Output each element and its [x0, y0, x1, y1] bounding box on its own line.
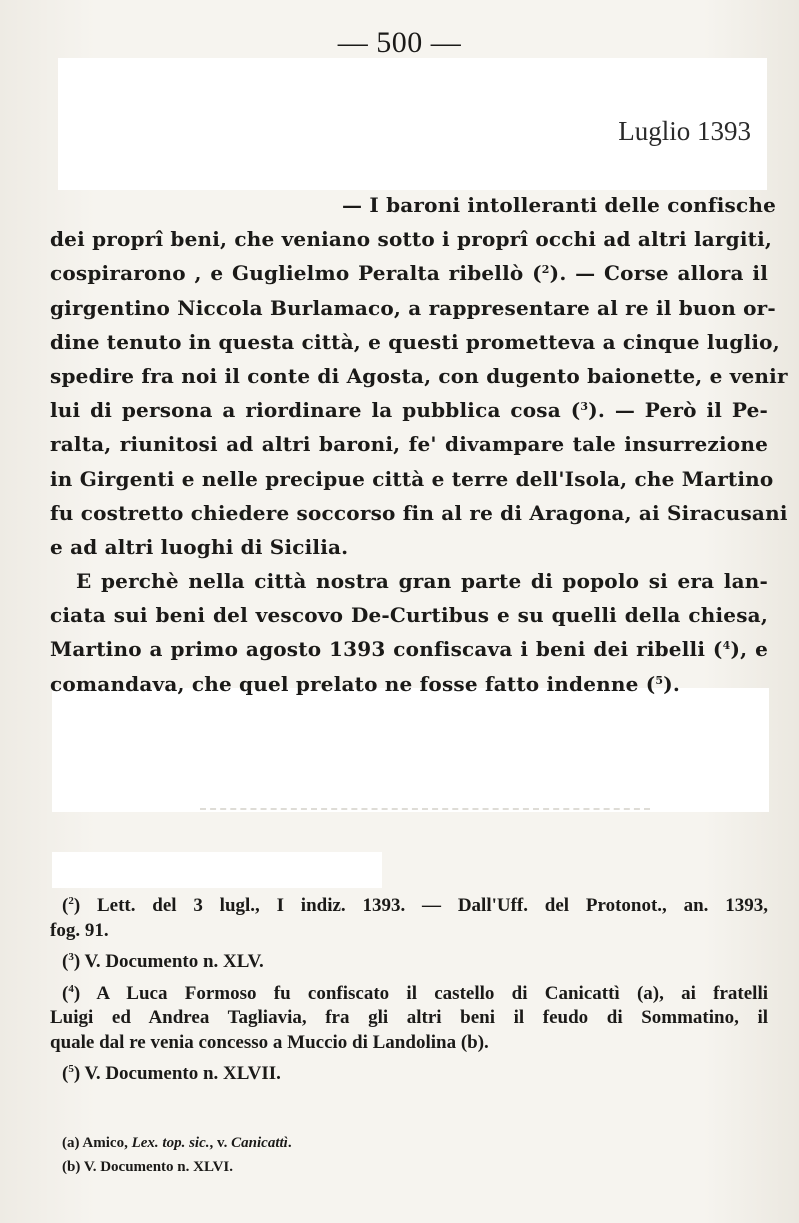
text-line: [50, 291, 776, 325]
footnote-line: [50, 982, 768, 1007]
text-segment: Martino a primo agosto 1393 confiscava i beni dei ribelli (: [50, 637, 723, 662]
text-segment: ) V. Documento n. XLV.: [73, 951, 264, 972]
footnote-line: [50, 894, 768, 919]
text-line: [50, 325, 780, 359]
text-segment: spedire fra noi il conte di Agosta, con dugento baionette, e venir: [50, 363, 788, 388]
text-segment: E perchè nella città nostra gran parte di popolo si era lan-: [76, 569, 768, 594]
text-line: [50, 222, 773, 256]
footnote-ref: 2: [541, 263, 550, 277]
text-segment: fu costretto chiedere soccorso fin al re di Aragona, ai Siracusani: [50, 500, 788, 525]
footnote-ref: 4: [722, 639, 731, 653]
text-segment: ) Lett. del 3 lugl., I indiz. 1393. — Dall'Uff. del Protonot., an. 1393,: [73, 895, 768, 916]
sub-footnote-text: V. Documento n. XLVI.: [83, 1159, 234, 1175]
text-segment: quale dal re venia concesso a Muccio di Landolina (b).: [50, 1031, 489, 1053]
footnote-ref: 5: [68, 1063, 74, 1075]
footnote-line: [50, 1062, 768, 1087]
text-segment: (: [62, 895, 69, 916]
text-line: [50, 359, 788, 393]
text-segment: ). — Però il Pe-: [588, 398, 768, 423]
text-segment: comandava, che quel prelato ne fosse fatto indenne (: [50, 671, 656, 696]
text-line: [50, 393, 768, 427]
sub-footnote-label: (a): [62, 1135, 83, 1151]
text-line: [50, 462, 774, 496]
faint-rule: [200, 808, 650, 812]
text-line: [50, 598, 768, 632]
text-segment: fog. 91.: [50, 919, 109, 941]
text-line: [50, 188, 777, 222]
text-segment: ).: [663, 671, 681, 696]
text-segment: ) A Luca Formoso fu confiscato il castello di Canicattì (a), ai fratelli: [73, 982, 768, 1004]
text-segment: ciata sui beni del vescovo De-Curtibus e su quelli della chiesa,: [50, 603, 768, 628]
text-line: [50, 256, 768, 290]
text-segment: (: [62, 951, 69, 972]
footnote: [50, 894, 768, 943]
date-label: Luglio 1393: [618, 116, 751, 146]
sub-footnotes: [62, 1131, 562, 1179]
text-segment: in Girgenti e nelle precipue città e terre dell'Isola, che Martino: [50, 466, 774, 491]
text-line: [50, 496, 788, 530]
text-line: [50, 564, 768, 598]
footnote-ref: 2: [68, 895, 74, 907]
body-text: [50, 188, 788, 701]
footnote: [50, 982, 768, 1056]
masked-region-middle: [52, 688, 769, 812]
text-segment: — I baroni intolleranti delle confische: [342, 193, 777, 217]
text-segment: e ad altri luoghi di Sicilia.: [50, 534, 349, 559]
text-segment: dine tenuto in questa città, e questi prometteva a cinque luglio,: [50, 329, 780, 354]
sub-footnote-italic: Lex. top. sic.: [131, 1135, 210, 1151]
page-number: — 500 —: [337, 26, 462, 59]
footnote-ref: 3: [68, 951, 74, 963]
text-segment: dei proprî beni, che veniano sotto i proprî occhi ad altri largiti,: [50, 227, 773, 252]
text-segment: girgentino Niccola Burlamaco, a rappresentare al re il buon or-: [50, 295, 776, 320]
sub-footnote-after: , v.: [209, 1135, 232, 1151]
text-segment: Luigi ed Andrea Tagliavia, fra gli altri beni il feudo di Sommatino, il: [50, 1007, 768, 1028]
text-segment: ), e: [730, 637, 769, 662]
footnote-ref: 3: [580, 400, 589, 414]
text-segment: ralta, riunitosi ad altri baroni, fe' divampare tale insurrezione: [50, 432, 768, 457]
text-segment: lui di persona a riordinare la pubblica cosa (: [50, 398, 581, 423]
sub-footnote-label: (b): [62, 1159, 84, 1175]
sub-footnote-end: .: [287, 1135, 292, 1151]
sub-footnote: [62, 1155, 562, 1179]
footnote: [50, 1062, 768, 1087]
text-segment: ). — Corse allora il: [549, 261, 768, 286]
text-line: [50, 632, 768, 666]
footnotes: [50, 894, 768, 1087]
footnote-ref: 4: [68, 982, 74, 995]
text-segment: cospirarono , e Guglielmo Peralta ribellò (: [50, 261, 542, 286]
text-segment: (: [62, 1063, 69, 1084]
sub-footnote: [62, 1131, 562, 1155]
footnote-line: [50, 1031, 768, 1056]
sub-footnote-text: Amico,: [82, 1135, 132, 1151]
footnote: [50, 950, 768, 975]
footnote-line: [50, 919, 768, 944]
text-line: [50, 667, 768, 701]
text-line: [50, 427, 768, 461]
text-line: [50, 530, 768, 564]
text-segment: (: [62, 982, 69, 1004]
text-segment: ) V. Documento n. XLVII.: [73, 1063, 281, 1084]
footnote-line: [50, 950, 768, 975]
footnote-ref: 5: [655, 673, 664, 687]
footnote-line: [50, 1006, 768, 1031]
masked-region-notes: [52, 852, 382, 888]
sub-footnote-italic2: Canicattì: [231, 1135, 288, 1151]
